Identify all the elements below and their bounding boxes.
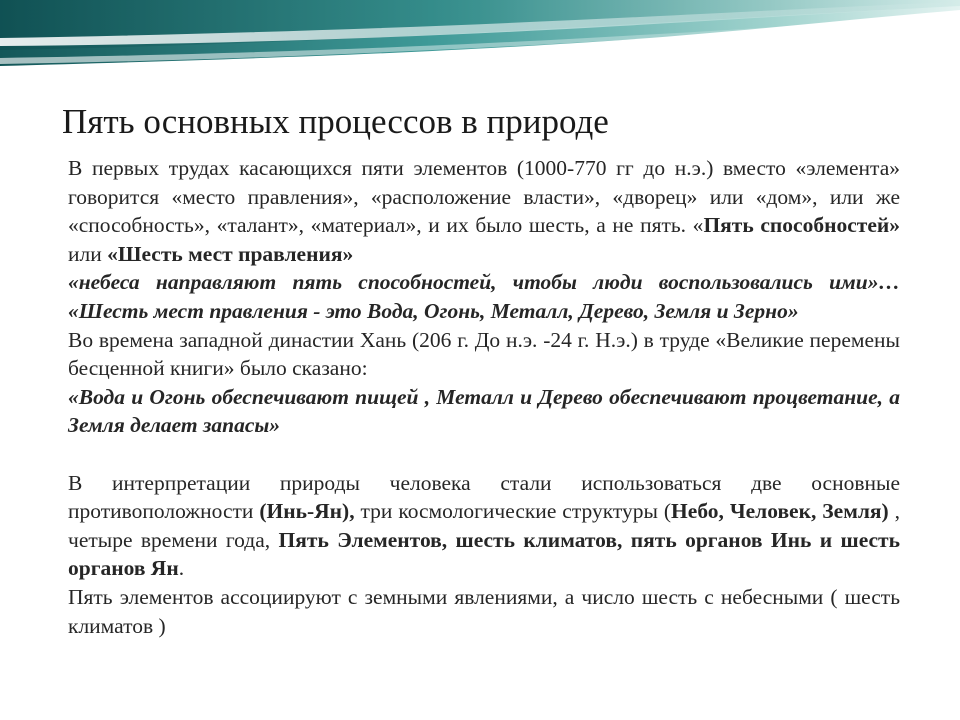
- spacer: [68, 440, 900, 469]
- wave-graphic: [0, 0, 960, 80]
- paragraph-human-nature: [68, 469, 900, 583]
- bold-phrase: «Шесть мест правления»: [107, 241, 354, 266]
- bold-phrase: (Инь-Ян),: [259, 499, 355, 524]
- bold-phrase: Небо, Человек, Земля): [671, 499, 889, 524]
- slide-body: [68, 154, 900, 640]
- quote-elements: «Вода и Огонь обеспечивают пищей , Металл и Дерево обеспечивают процветание, а Земля делает запасы»: [68, 384, 900, 438]
- paragraph-han-dynasty: Во времена западной династии Хань (206 г. До н.э. -24 г. Н.э.) в труде «Великие перемены бесценной книги» было сказано:: [68, 327, 900, 381]
- quote-heavens: «небеса направляют пять способностей, чтобы люди воспользовались ими»… «Шесть мест правления - это Вода, Огонь, Металл, Дерево, Земля и Зерно»: [68, 270, 900, 323]
- paragraph-earth-heaven: Пять элементов ассоциируют с земными явлениями, а число шесть с небесными ( шесть климатов ): [68, 584, 900, 638]
- slide-title: Пять основных процессов в природе: [62, 102, 609, 141]
- paragraph-text: или: [68, 241, 108, 266]
- paragraph-text: , четыре времени года,: [68, 499, 901, 552]
- decorative-banner: [0, 0, 960, 80]
- bold-phrase: Пять Элементов, шесть климатов, пять органов Инь и шесть органов Ян: [68, 527, 900, 581]
- paragraph-text: В первых трудах касающихся пяти элементов (1000-770 гг до н.э.) вместо «элемента» говорится «место правления», «расположение власти», «дворец» или «дом», или же «способность», «талант», «материал», и их было шесть, а не пять. «: [68, 156, 900, 238]
- bold-phrase: Пять способностей»: [703, 213, 901, 238]
- paragraph-text: три космологические структуры (: [354, 499, 672, 524]
- paragraph-early-texts: [68, 154, 900, 268]
- paragraph-text: .: [178, 556, 185, 581]
- paragraph-text: В интерпретации природы человека стали использоваться две основные противоположности: [68, 470, 900, 524]
